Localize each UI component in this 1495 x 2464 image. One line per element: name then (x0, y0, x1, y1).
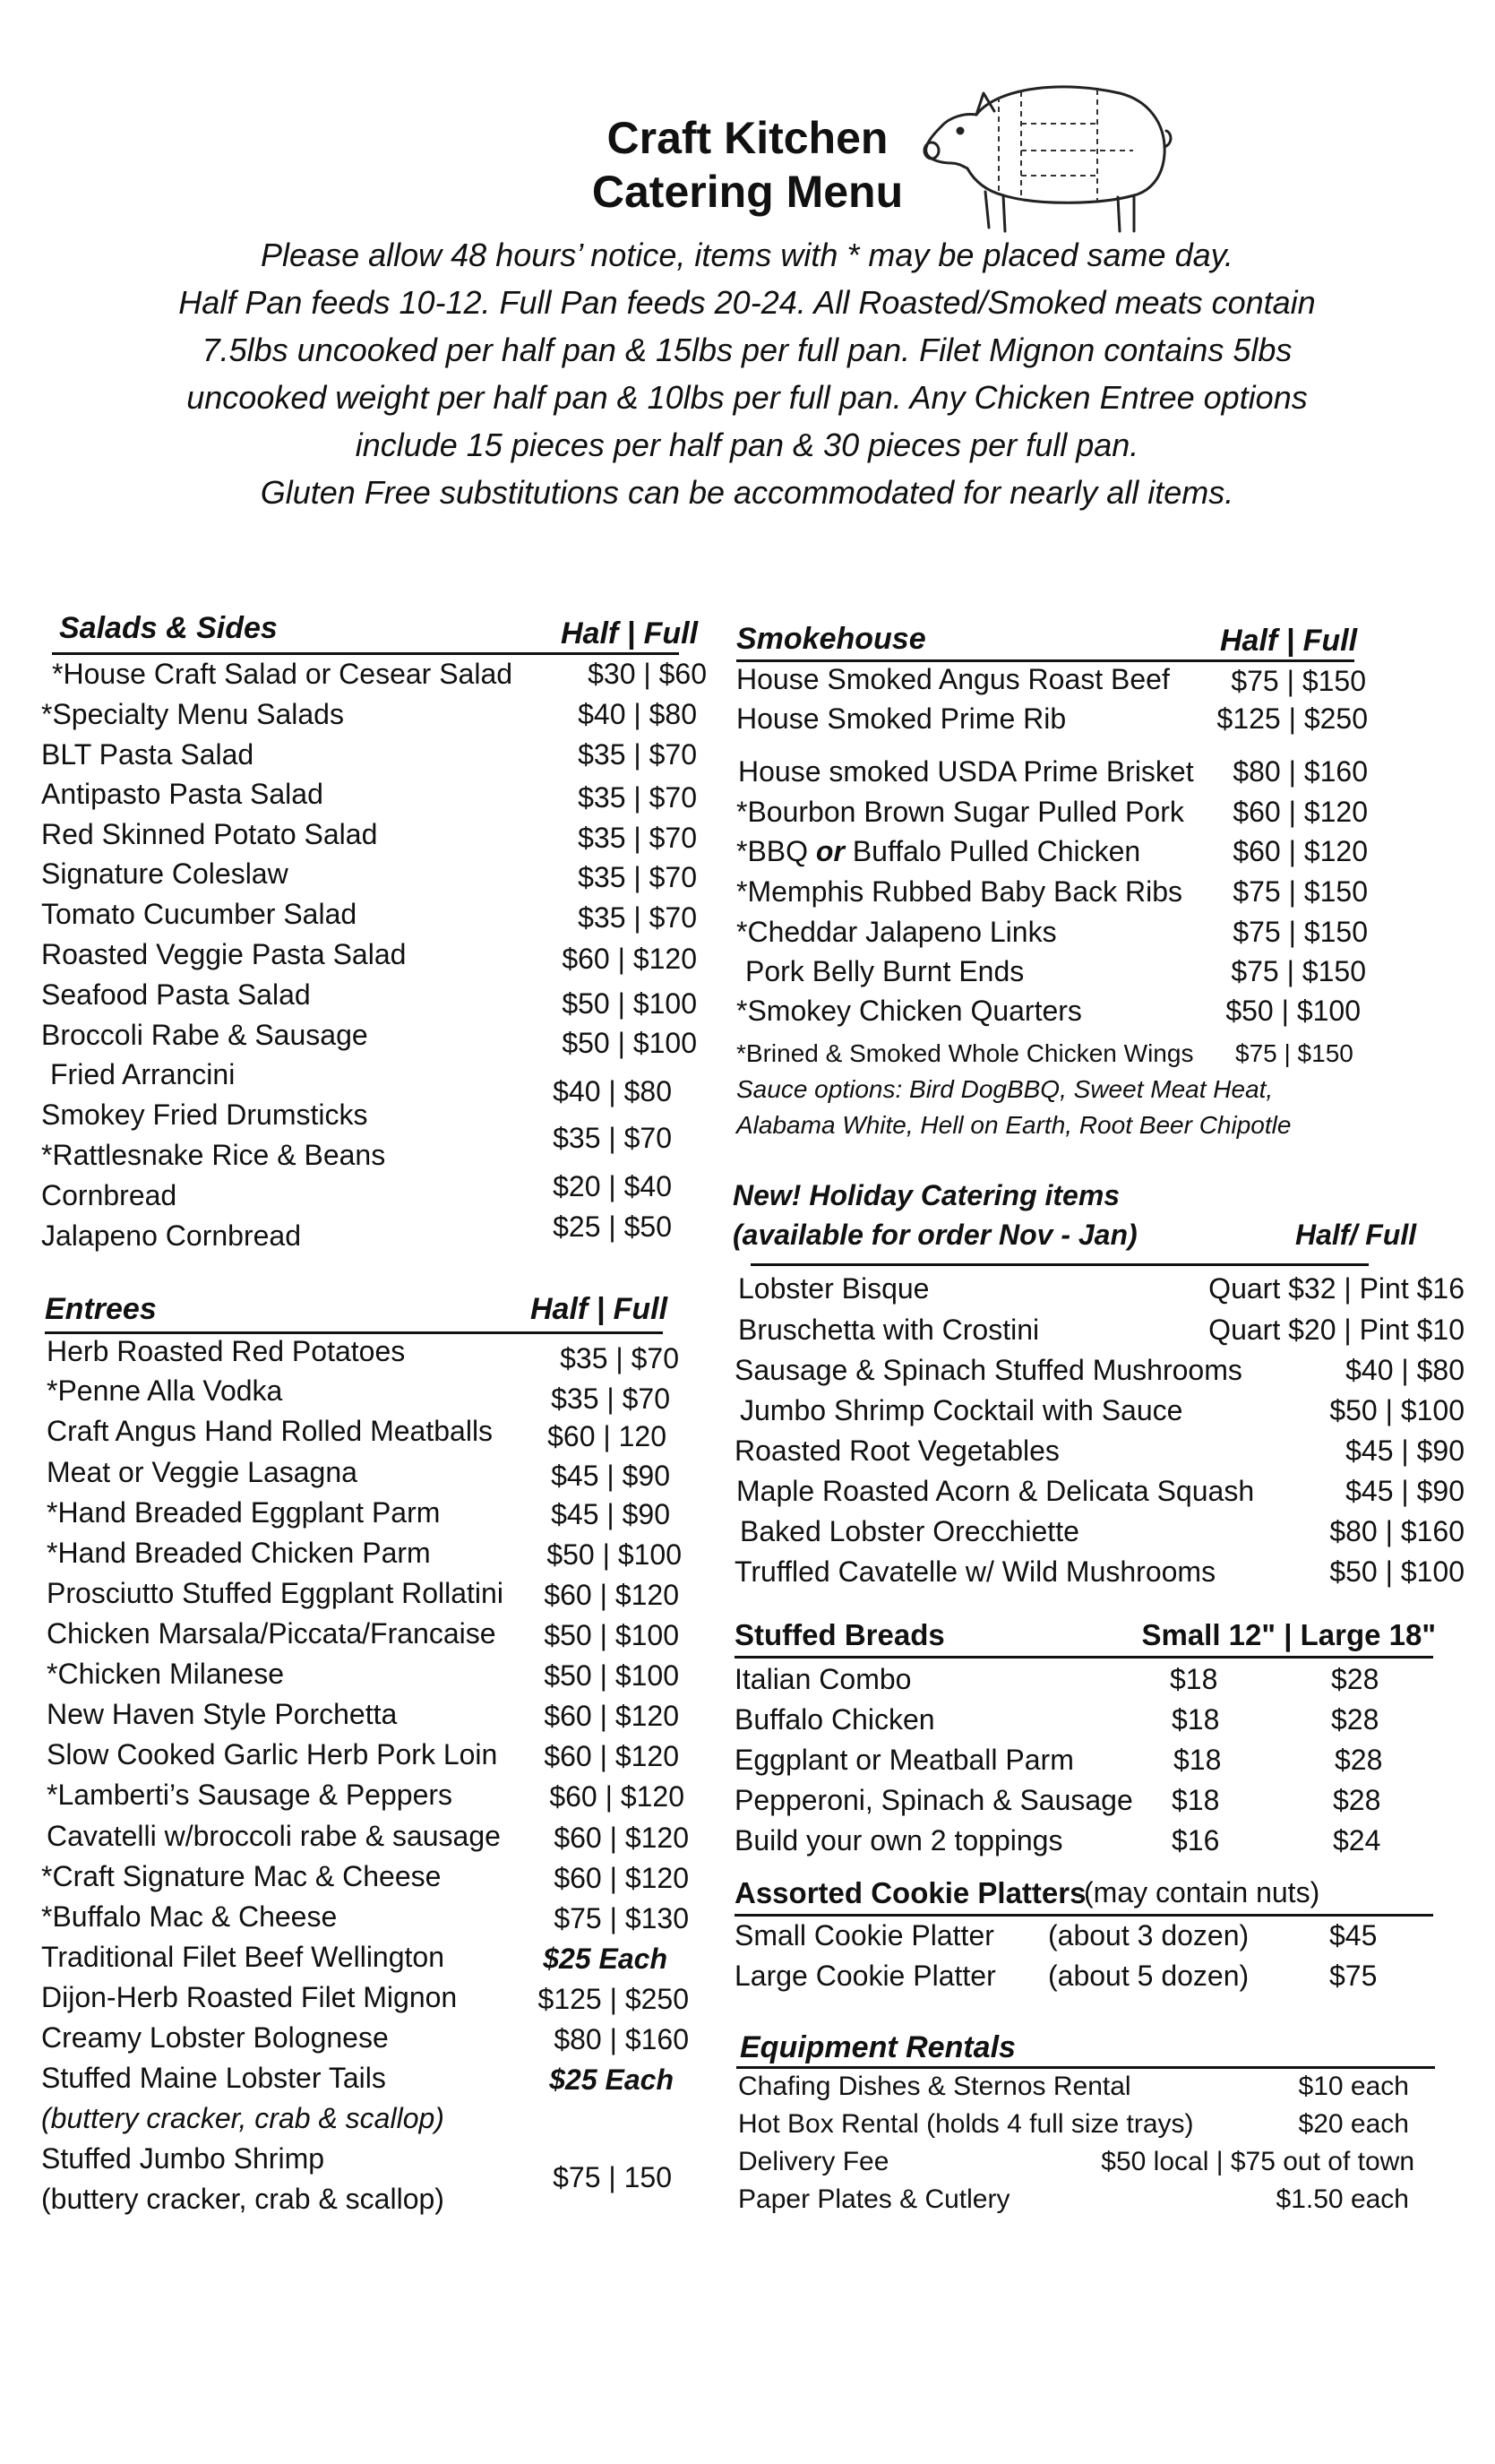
entree-item: Creamy Lobster Bolognese (41, 2021, 389, 2054)
sauce-options: Alabama White, Hell on Earth, Root Beer Chipotle (736, 1111, 1292, 1139)
breads-rule (735, 1656, 1433, 1658)
smokehouse-item: House Smoked Prime Rib (736, 702, 1067, 735)
equipment-heading: Equipment Rentals (740, 2030, 1016, 2064)
cookie-item: Large Cookie Platter (735, 1960, 996, 1992)
salad-price: $50 | $100 (562, 1027, 697, 1059)
salad-price: $35 | $70 (578, 861, 697, 893)
entree-item: Stuffed Maine Lobster Tails (41, 2062, 386, 2094)
breads-heading: Stuffed Breads (735, 1618, 945, 1651)
holiday-item: Truffled Cavatelle w/ Wild Mushrooms (735, 1555, 1216, 1588)
salad-item: Smokey Fried Drumsticks (41, 1098, 368, 1131)
holiday-heading: New! Holiday Catering items (733, 1179, 1121, 1211)
entree-price: $50 | $100 (544, 1659, 679, 1692)
cookie-qty: (about 3 dozen) (1048, 1919, 1250, 1951)
entrees-rule (45, 1331, 663, 1334)
smokehouse-price: $75 | $150 (1233, 916, 1368, 948)
salad-price: $35 | $70 (553, 1122, 672, 1154)
entree-item: Prosciutto Stuffed Eggplant Rollatini (47, 1577, 503, 1609)
holiday-price: Quart $32 | Pint $16 (1208, 1272, 1465, 1305)
holiday-item: Jumbo Shrimp Cocktail with Sauce (740, 1394, 1183, 1426)
entree-item: Stuffed Jumbo Shrimp (41, 2142, 325, 2175)
entree-item: Dijon-Herb Roasted Filet Mignon (41, 1981, 458, 2013)
salad-item: Roasted Veggie Pasta Salad (41, 938, 407, 970)
salad-price: $50 | $100 (562, 987, 697, 1020)
notice-line: 7.5lbs uncooked per half pan & 15lbs per full pan. Filet Mignon contains 5lbs (202, 332, 1293, 368)
salad-price: $40 | $80 (578, 698, 697, 730)
holiday-rule (751, 1263, 1369, 1266)
entree-item: *Penne Alla Vodka (47, 1374, 283, 1407)
entree-price: $35 | $70 (551, 1383, 670, 1415)
entree-item: Herb Roasted Red Potatoes (47, 1335, 406, 1367)
entree-item: *Craft Signature Mac & Cheese (41, 1860, 442, 1892)
salad-item: Broccoli Rabe & Sausage (41, 1019, 368, 1051)
salad-price: $35 | $70 (578, 822, 697, 854)
equipment-item: Hot Box Rental (holds 4 full size trays) (738, 2109, 1194, 2139)
smokehouse-item: *Smokey Chicken Quarters (736, 995, 1082, 1027)
salad-item: *House Craft Salad or Cesear Salad (52, 658, 513, 690)
entrees-heading: Entrees (45, 1292, 157, 1326)
bread-price-large: $28 (1331, 1703, 1379, 1736)
notice-line: uncooked weight per half pan & 10lbs per full pan. Any Chicken Entree options (186, 379, 1308, 416)
equipment-rule (736, 2066, 1435, 2069)
holiday-subheading: (available for order Nov - Jan) (733, 1219, 1138, 1251)
cookie-item: Small Cookie Platter (735, 1919, 994, 1951)
notice-line: Half Pan feeds 10-12. Full Pan feeds 20-24. All Roasted/Smoked meats contain (178, 284, 1316, 321)
entree-price: $60 | $120 (544, 1579, 679, 1611)
entree-item: Chicken Marsala/Piccata/Francaise (47, 1617, 496, 1650)
entree-price: $25 Each (549, 2063, 674, 2096)
bread-price-large: $28 (1331, 1663, 1379, 1695)
smokehouse-item (736, 835, 1140, 868)
salad-item: Fried Arrancini (50, 1058, 236, 1090)
holiday-price: Quart $20 | Pint $10 (1208, 1314, 1465, 1346)
salad-price: $25 | $50 (553, 1210, 672, 1243)
holiday-item: Lobster Bisque (738, 1272, 930, 1305)
salads-heading: Salads & Sides (59, 611, 278, 645)
smokehouse-item: *Bourbon Brown Sugar Pulled Pork (736, 796, 1184, 828)
bread-price-small: $18 (1173, 1744, 1222, 1776)
smokehouse-item: House Smoked Angus Roast Beef (736, 663, 1170, 695)
cookie-price: $45 (1329, 1919, 1378, 1951)
salad-item: Seafood Pasta Salad (41, 978, 311, 1011)
entrees-col-header: Half | Full (530, 1292, 668, 1326)
smokehouse-price: $60 | $120 (1233, 835, 1368, 867)
entree-item: *Hand Breaded Eggplant Parm (47, 1496, 441, 1529)
holiday-price: $40 | $80 (1345, 1354, 1465, 1386)
cookie-price: $75 (1329, 1960, 1378, 1992)
smokehouse-price: $60 | $120 (1233, 796, 1368, 828)
holiday-item: Sausage & Spinach Stuffed Mushrooms (735, 1354, 1242, 1386)
entree-price: $60 | $120 (549, 1780, 684, 1813)
salad-item: Signature Coleslaw (41, 857, 288, 890)
smokehouse-price: $80 | $160 (1233, 755, 1368, 788)
smokehouse-price: $75 | $150 (1235, 1039, 1353, 1067)
entree-price: $35 | $70 (560, 1342, 679, 1374)
entree-item: Craft Angus Hand Rolled Meatballs (47, 1415, 494, 1447)
entree-item: Traditional Filet Beef Wellington (41, 1941, 444, 1973)
bread-price-small: $18 (1172, 1784, 1220, 1816)
holiday-price: $45 | $90 (1345, 1475, 1465, 1507)
holiday-price: $50 | $100 (1329, 1394, 1465, 1426)
salad-item: *Rattlesnake Rice & Beans (41, 1139, 386, 1171)
salad-price: $20 | $40 (553, 1170, 672, 1202)
salad-item: BLT Pasta Salad (41, 738, 254, 771)
entree-price: $25 Each (543, 1943, 667, 1975)
equipment-item: Delivery Fee (738, 2147, 889, 2176)
entree-price: $45 | $90 (551, 1498, 670, 1530)
holiday-item: Bruschetta with Crostini (738, 1314, 1040, 1346)
holiday-col-header: Half/ Full (1295, 1219, 1417, 1251)
holiday-price: $80 | $160 (1329, 1515, 1465, 1547)
cookies-heading: Assorted Cookie Platters (735, 1876, 1087, 1909)
bread-price-small: $16 (1172, 1824, 1220, 1857)
cookie-qty: (about 5 dozen) (1048, 1960, 1250, 1992)
salad-item: Tomato Cucumber Salad (41, 898, 357, 930)
bread-item: Buffalo Chicken (735, 1703, 935, 1736)
entree-item: *Buffalo Mac & Cheese (41, 1900, 338, 1933)
sauce-options: Sauce options: Bird DogBBQ, Sweet Meat Heat, (736, 1075, 1274, 1103)
salad-price: $35 | $70 (578, 781, 697, 814)
entree-price: $60 | $120 (554, 1822, 689, 1854)
smokehouse-item-or: or (815, 835, 845, 867)
bread-item: Pepperoni, Spinach & Sausage (735, 1784, 1133, 1816)
holiday-item: Baked Lobster Orecchiette (740, 1515, 1079, 1547)
entree-price: $45 | $90 (551, 1460, 670, 1492)
entree-item: Slow Cooked Garlic Herb Pork Loin (47, 1738, 498, 1770)
equipment-price: $50 local | $75 out of town (1101, 2147, 1414, 2176)
smokehouse-rule (736, 659, 1354, 662)
entree-item: New Haven Style Porchetta (47, 1698, 398, 1730)
salad-price: $60 | $120 (562, 943, 697, 975)
smokehouse-price: $75 | $150 (1231, 955, 1366, 987)
equipment-item: Chafing Dishes & Sternos Rental (738, 2072, 1131, 2101)
smokehouse-col-header: Half | Full (1220, 624, 1358, 658)
salad-price: $30 | $60 (588, 658, 707, 690)
equipment-price: $20 each (1298, 2109, 1409, 2139)
equipment-price: $1.50 each (1276, 2184, 1409, 2214)
breads-col-header: Small 12" | Large 18" (1141, 1618, 1436, 1651)
entree-item: *Hand Breaded Chicken Parm (47, 1537, 431, 1569)
entree-price: $60 | $120 (544, 1700, 679, 1732)
entree-item: Cavatelli w/broccoli rabe & sausage (47, 1820, 501, 1852)
smokehouse-price: $125 | $250 (1216, 702, 1368, 735)
smokehouse-item-part: *BBQ (736, 835, 816, 867)
ordering-notice (75, 231, 1419, 516)
equipment-item: Paper Plates & Cutlery (738, 2184, 1010, 2214)
smokehouse-item: *Brined & Smoked Whole Chicken Wings (736, 1039, 1194, 1067)
holiday-price: $50 | $100 (1329, 1555, 1465, 1588)
bread-price-large: $28 (1333, 1784, 1381, 1816)
cookies-note: (may contain nuts) (1084, 1876, 1320, 1908)
pig-butcher-diagram-icon (914, 61, 1173, 240)
entree-note: (buttery cracker, crab & scallop) (41, 2183, 444, 2215)
notice-line: include 15 pieces per half pan & 30 pieces per full pan. (355, 426, 1139, 463)
smokehouse-item: *Memphis Rubbed Baby Back Ribs (736, 875, 1183, 908)
entree-price: $60 | $120 (544, 1740, 679, 1772)
smokehouse-item: Pork Belly Burnt Ends (745, 955, 1025, 987)
entree-price: $50 | $100 (544, 1619, 679, 1651)
entree-price: $60 | 120 (547, 1420, 666, 1452)
bread-price-large: $28 (1335, 1744, 1383, 1776)
holiday-price: $45 | $90 (1345, 1434, 1465, 1467)
salad-item: Antipasto Pasta Salad (41, 778, 323, 810)
entree-price: $80 | $160 (554, 2023, 689, 2055)
entree-item: *Lamberti’s Sausage & Peppers (47, 1779, 453, 1811)
smokehouse-price: $75 | $150 (1233, 875, 1368, 908)
bread-price-large: $24 (1333, 1824, 1381, 1857)
bread-price-small: $18 (1172, 1703, 1220, 1736)
smokehouse-price: $75 | $150 (1231, 665, 1366, 697)
smokehouse-item-part: Buffalo Pulled Chicken (844, 835, 1141, 867)
cookies-rule (735, 1914, 1433, 1917)
salads-rule (52, 652, 679, 655)
salad-price: $35 | $70 (578, 738, 697, 771)
salad-item: Jalapeno Cornbread (41, 1219, 301, 1252)
smokehouse-price: $50 | $100 (1225, 995, 1361, 1027)
menu-title-line2: Catering Menu (591, 167, 904, 217)
entree-price: $75 | $130 (554, 1902, 689, 1934)
equipment-price: $10 each (1298, 2072, 1409, 2101)
salads-col-header: Half | Full (561, 616, 699, 650)
salad-price: $40 | $80 (553, 1075, 672, 1107)
salad-item: *Specialty Menu Salads (41, 698, 344, 730)
entree-price: $75 | 150 (553, 2161, 672, 2193)
entree-price: $125 | $250 (537, 1983, 689, 2015)
bread-price-small: $18 (1170, 1663, 1218, 1695)
bread-item: Eggplant or Meatball Parm (735, 1744, 1074, 1776)
entree-note: (buttery cracker, crab & scallop) (41, 2102, 444, 2134)
salad-price: $35 | $70 (578, 901, 697, 934)
notice-line: Gluten Free substitutions can be accommodated for nearly all items. (260, 474, 1234, 511)
entree-item: *Chicken Milanese (47, 1658, 285, 1690)
entree-price: $60 | $120 (554, 1862, 689, 1894)
entree-price: $50 | $100 (546, 1538, 682, 1571)
smokehouse-heading: Smokehouse (736, 622, 926, 656)
bread-item: Italian Combo (735, 1663, 912, 1695)
holiday-item: Roasted Root Vegetables (735, 1434, 1060, 1467)
holiday-item: Maple Roasted Acorn & Delicata Squash (736, 1475, 1255, 1507)
salad-item: Cornbread (41, 1179, 177, 1211)
notice-line: Please allow 48 hours’ notice, items with * may be placed same day. (261, 237, 1233, 273)
smokehouse-item: House smoked USDA Prime Brisket (738, 755, 1194, 788)
smokehouse-item: *Cheddar Jalapeno Links (736, 916, 1057, 948)
entree-item: Meat or Veggie Lasagna (47, 1456, 357, 1488)
salad-item: Red Skinned Potato Salad (41, 818, 378, 850)
menu-title-line1: Craft Kitchen (606, 113, 889, 163)
bread-item: Build your own 2 toppings (735, 1824, 1063, 1857)
